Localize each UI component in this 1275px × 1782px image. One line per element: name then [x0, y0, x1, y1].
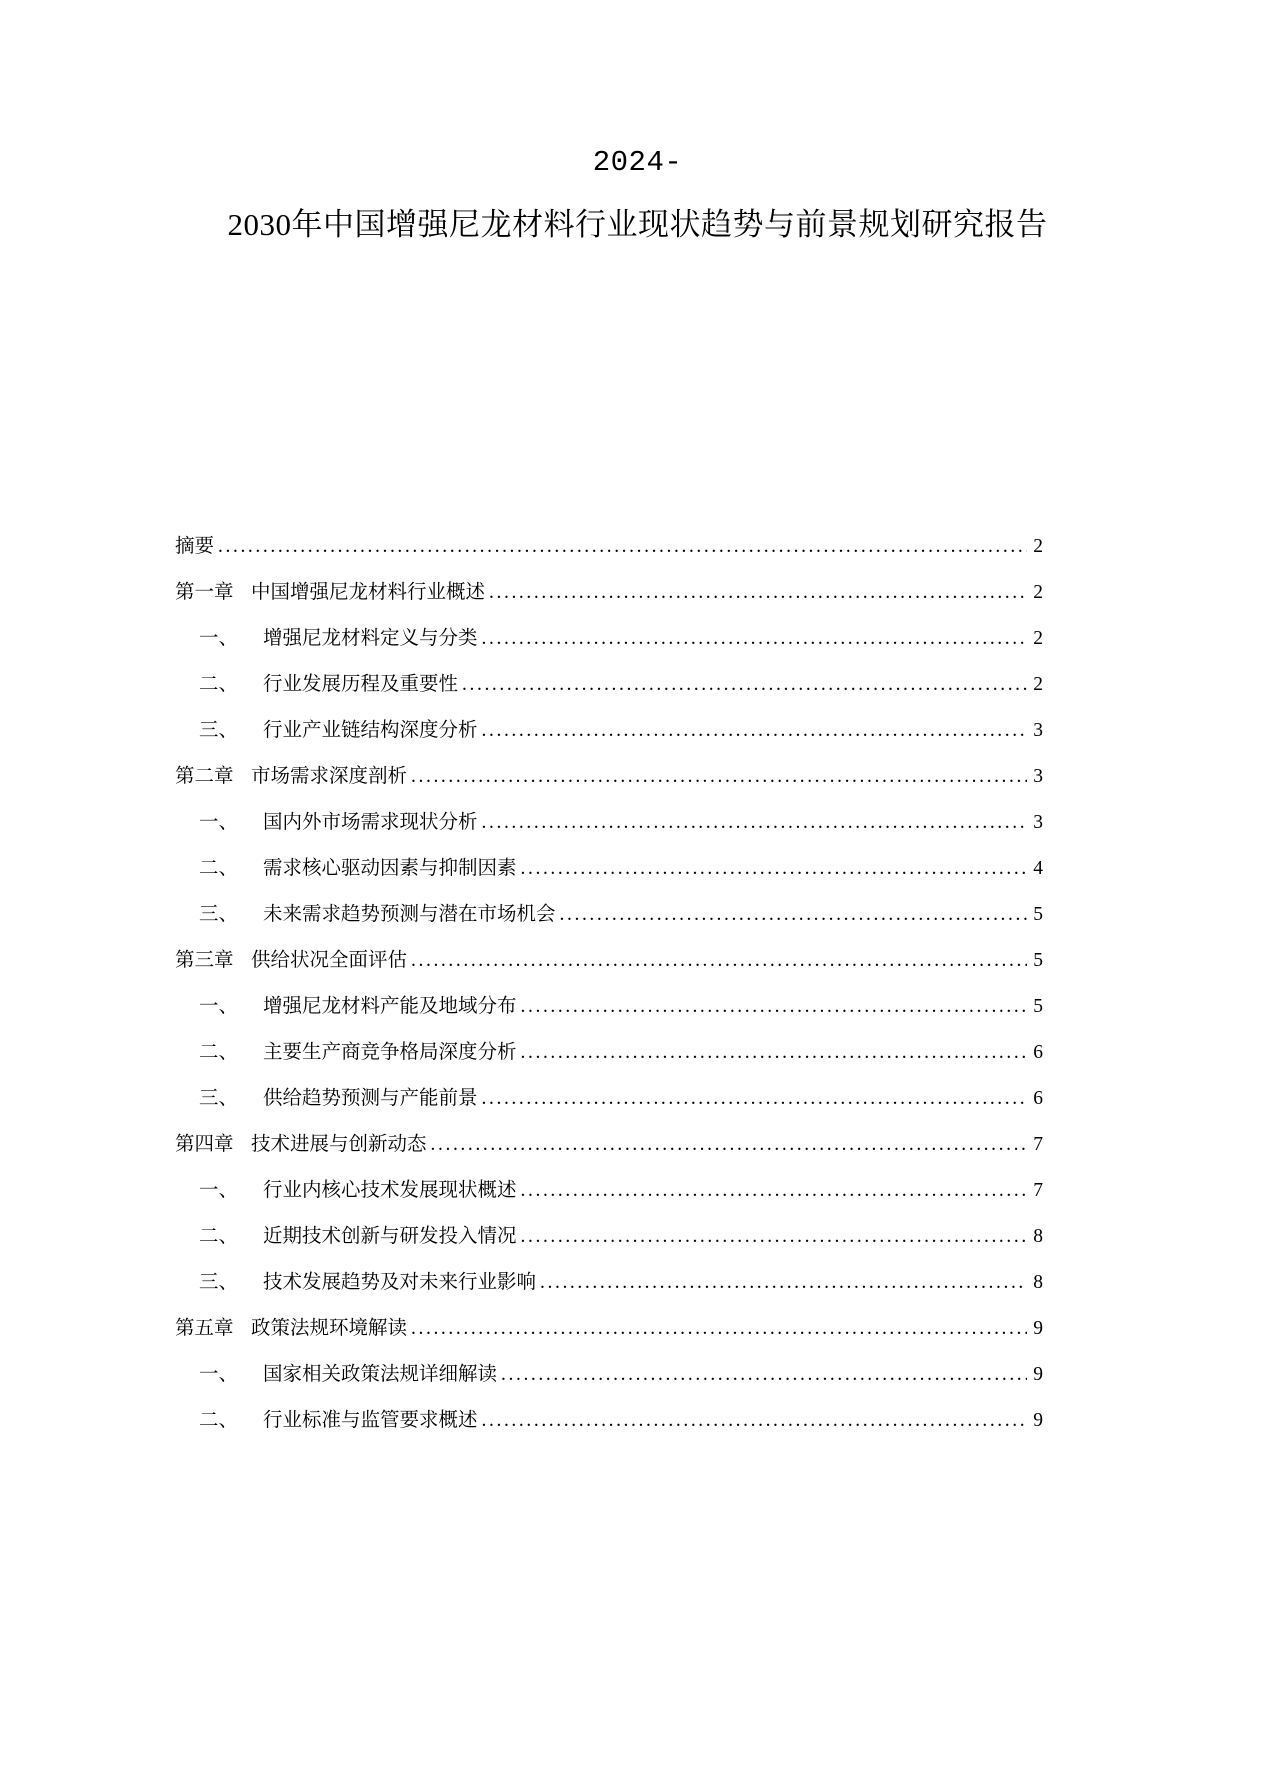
toc-entry[interactable]: [175, 662, 1043, 708]
toc-entry[interactable]: [175, 1260, 1043, 1306]
toc-entry[interactable]: [175, 892, 1043, 938]
toc-entry[interactable]: [175, 1352, 1043, 1398]
toc-entry-number: 二、: [199, 1042, 239, 1063]
toc-entry-number: 三、: [199, 904, 239, 925]
toc-leader-dots: [431, 1135, 1027, 1155]
toc-leader-dots: [482, 1089, 1027, 1109]
toc-entry[interactable]: [175, 754, 1043, 800]
toc-entry-label: 行业标准与监管要求概述: [263, 1410, 478, 1431]
toc-entry[interactable]: [175, 1306, 1043, 1352]
toc-entry-label: 增强尼龙材料定义与分类: [263, 628, 478, 649]
toc-leader-dots: [521, 1227, 1027, 1247]
toc-entry-label: 近期技术创新与研发投入情况: [263, 1226, 517, 1247]
toc-leader-dots: [540, 1273, 1027, 1293]
toc-entry-number: 三、: [199, 1088, 239, 1109]
toc-entry-page: 2: [1033, 536, 1043, 557]
toc-entry[interactable]: [175, 524, 1043, 570]
toc-entry-number: 三、: [199, 720, 239, 741]
toc-entry-number: 第三章: [175, 950, 234, 971]
toc-entry[interactable]: [175, 616, 1043, 662]
toc-leader-dots: [482, 721, 1027, 741]
toc-entry-number: 一、: [199, 812, 239, 833]
toc-entry-label: 主要生产商竞争格局深度分析: [263, 1042, 517, 1063]
toc-entry-number: 二、: [199, 858, 239, 879]
toc-entry-page: 4: [1033, 858, 1043, 879]
toc-entry-label: 行业内核心技术发展现状概述: [263, 1180, 517, 1201]
toc-leader-dots: [521, 859, 1027, 879]
toc-entry-number: 第二章: [175, 766, 234, 787]
toc-entry-label: 中国增强尼龙材料行业概述: [251, 582, 486, 603]
toc-entry-number: 第四章: [175, 1134, 234, 1155]
toc-entry-label: 行业产业链结构深度分析: [263, 720, 478, 741]
toc-entry-label: 市场需求深度剖析: [251, 766, 408, 787]
toc-entry-label: 供给状况全面评估: [251, 950, 408, 971]
toc-entry[interactable]: [175, 570, 1043, 616]
table-of-contents: [0, 524, 1275, 1444]
toc-entry-label: 技术发展趋势及对未来行业影响: [263, 1272, 537, 1293]
toc-leader-dots: [411, 1319, 1027, 1339]
toc-entry-label: 国内外市场需求现状分析: [263, 812, 478, 833]
report-title: [0, 132, 1275, 256]
toc-entry-number: 一、: [199, 1364, 239, 1385]
toc-entry-number: 第一章: [175, 582, 234, 603]
toc-entry-page: 3: [1033, 720, 1043, 741]
toc-entry[interactable]: [175, 1168, 1043, 1214]
toc-leader-dots: [521, 997, 1027, 1017]
toc-leader-dots: [482, 813, 1027, 833]
toc-entry-number: 二、: [199, 1226, 239, 1247]
toc-entry-page: 5: [1033, 950, 1043, 971]
toc-entry[interactable]: [175, 938, 1043, 984]
toc-entry-page: 9: [1033, 1410, 1043, 1431]
toc-entry-label: 增强尼龙材料产能及地域分布: [263, 996, 517, 1017]
toc-leader-dots: [411, 767, 1027, 787]
toc-entry-number: 一、: [199, 996, 239, 1017]
toc-entry-label: 技术进展与创新动态: [251, 1134, 427, 1155]
toc-leader-dots: [218, 537, 1027, 557]
toc-entry-page: 9: [1033, 1318, 1043, 1339]
toc-entry[interactable]: [175, 1398, 1043, 1444]
toc-entry-page: 2: [1033, 582, 1043, 603]
toc-entry[interactable]: [175, 800, 1043, 846]
toc-leader-dots: [560, 905, 1027, 925]
toc-entry-page: 3: [1033, 766, 1043, 787]
toc-entry-page: 2: [1033, 674, 1043, 695]
toc-leader-dots: [501, 1365, 1027, 1385]
toc-entry-page: 5: [1033, 996, 1043, 1017]
toc-entry-label: 未来需求趋势预测与潜在市场机会: [263, 904, 556, 925]
toc-entry-label: 政策法规环境解读: [251, 1318, 408, 1339]
toc-entry-label: 摘要: [175, 536, 215, 557]
toc-entry-number: 第五章: [175, 1318, 234, 1339]
toc-entry[interactable]: [175, 1076, 1043, 1122]
toc-entry-page: 8: [1033, 1226, 1043, 1247]
toc-entry-page: 7: [1033, 1134, 1043, 1155]
report-title-line-1: 2024-: [592, 146, 683, 179]
toc-entry[interactable]: [175, 1030, 1043, 1076]
toc-entry-label: 供给趋势预测与产能前景: [263, 1088, 478, 1109]
toc-entry-label: 国家相关政策法规详细解读: [263, 1364, 498, 1385]
toc-leader-dots: [462, 675, 1027, 695]
toc-entry-page: 6: [1033, 1088, 1043, 1109]
toc-entry-label: 行业发展历程及重要性: [263, 674, 459, 695]
toc-entry-number: 一、: [199, 628, 239, 649]
toc-entry[interactable]: [175, 846, 1043, 892]
toc-entry-page: 9: [1033, 1364, 1043, 1385]
toc-entry-label: 需求核心驱动因素与抑制因素: [263, 858, 517, 879]
toc-entry[interactable]: [175, 1122, 1043, 1168]
toc-entry-page: 5: [1033, 904, 1043, 925]
toc-entry-number: 一、: [199, 1180, 239, 1201]
toc-entry-number: 二、: [199, 1410, 239, 1431]
toc-leader-dots: [489, 583, 1027, 603]
toc-leader-dots: [521, 1181, 1027, 1201]
document-page: [0, 132, 1275, 1782]
toc-entry[interactable]: [175, 1214, 1043, 1260]
toc-leader-dots: [482, 1411, 1027, 1431]
toc-leader-dots: [411, 951, 1027, 971]
toc-entry-page: 8: [1033, 1272, 1043, 1293]
report-title-line-2: 2030年中国增强尼龙材料行业现状趋势与前景规划研究报告: [227, 207, 1048, 242]
toc-entry-page: 2: [1033, 628, 1043, 649]
toc-entry-number: 二、: [199, 674, 239, 695]
toc-entry[interactable]: [175, 708, 1043, 754]
toc-entry-page: 7: [1033, 1180, 1043, 1201]
toc-entry-page: 6: [1033, 1042, 1043, 1063]
toc-entry[interactable]: [175, 984, 1043, 1030]
toc-entry-page: 3: [1033, 812, 1043, 833]
toc-entry-number: 三、: [199, 1272, 239, 1293]
toc-leader-dots: [482, 629, 1027, 649]
toc-leader-dots: [521, 1043, 1027, 1063]
